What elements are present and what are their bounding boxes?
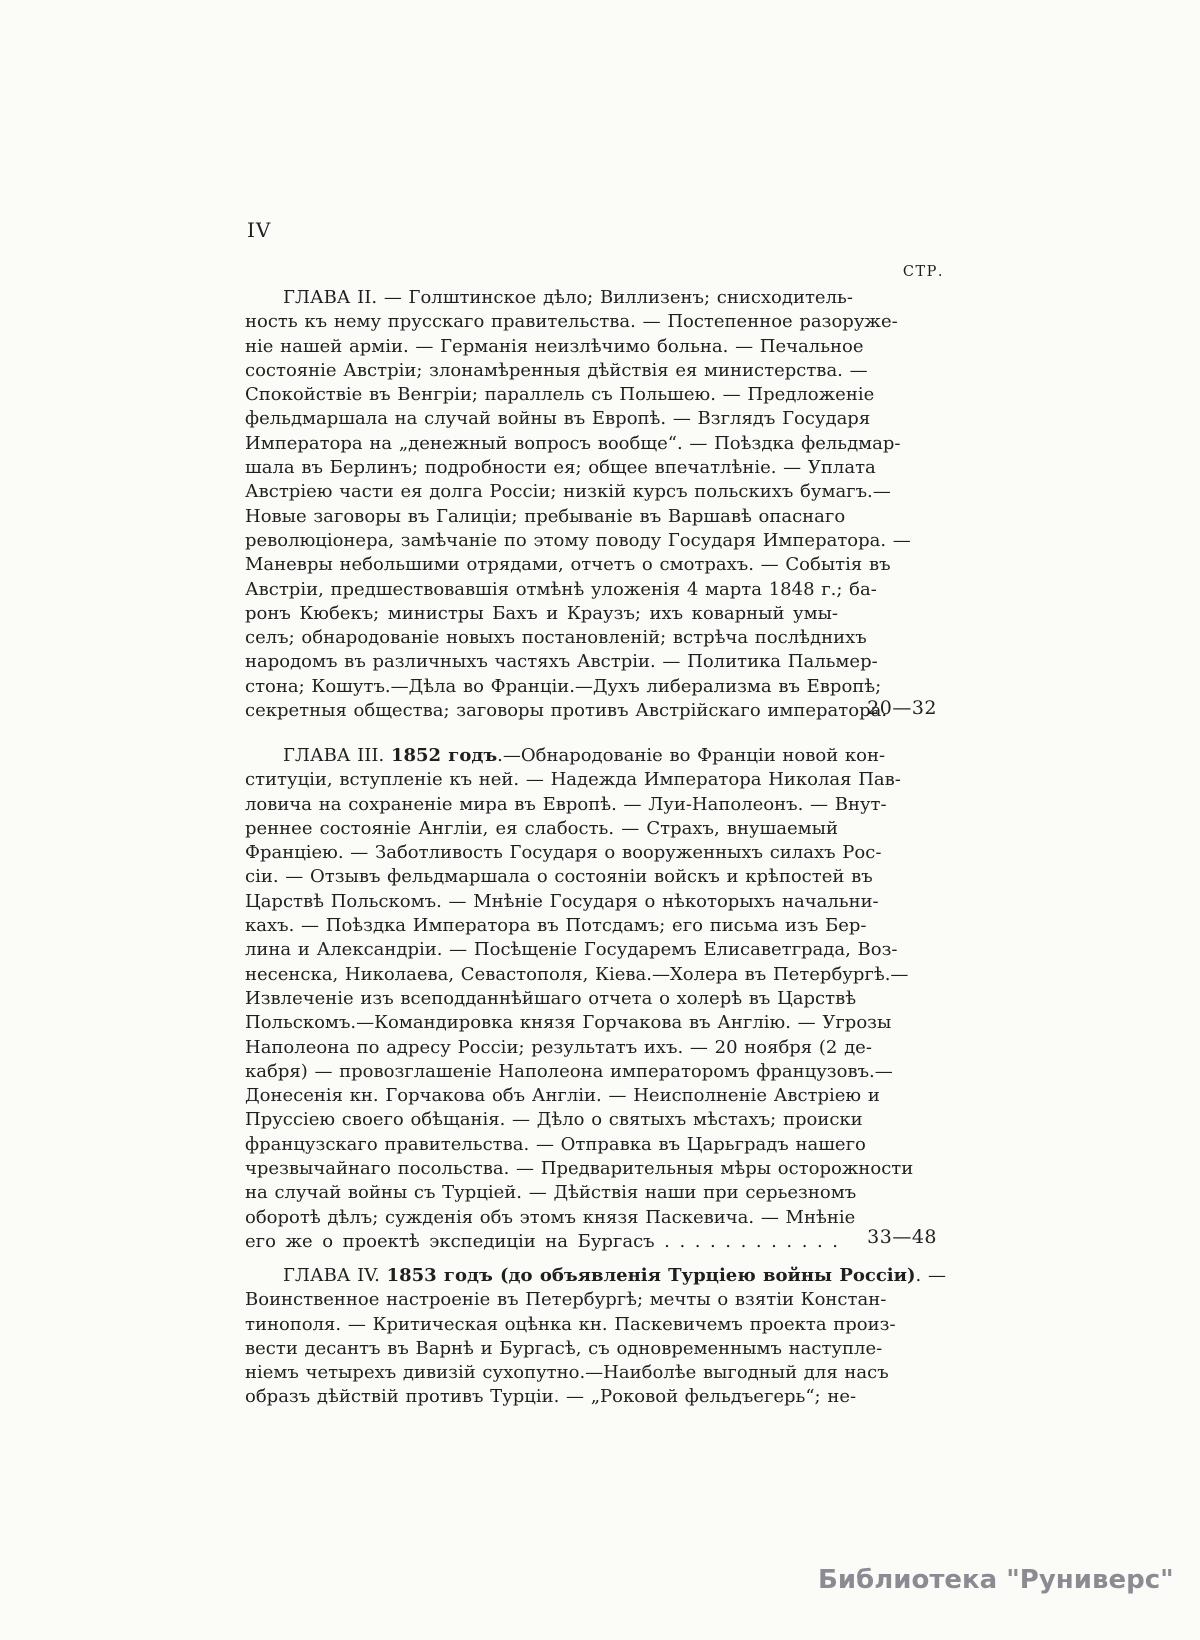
toc-line: фельдмаршала на случай войны въ Европѣ. — Взглядъ Государя xyxy=(245,408,871,430)
toc-line: кабря) — провозглашеніе Наполеона императоромъ французовъ.— xyxy=(245,1060,893,1082)
toc-line: тинополя. — Критическая оцѣнка кн. Паскевичемъ проекта произ- xyxy=(245,1313,896,1335)
toc-line: французскаго правительства. — Отправка въ Царьградъ нашего xyxy=(245,1133,866,1155)
toc-line: образъ дѣйствій противъ Турціи. — „Роковой фельдъегерь“; не- xyxy=(245,1386,857,1408)
toc-line: Австріи, предшествовавшія отмѣнѣ уложенія 4 марта 1848 г.; ба- xyxy=(245,578,877,600)
chapter-label: ГЛАВА III. xyxy=(283,745,391,766)
toc-line: на случай войны съ Турціей. — Дѣйствія наши при серьезномъ xyxy=(245,1182,857,1204)
toc-line: шала въ Берлинъ; подробности ея; общее впечатлѣніе. — Уплата xyxy=(245,457,876,479)
toc-line: лина и Александріи. — Посѣщеніе Государемъ Елисаветграда, Воз- xyxy=(245,939,898,961)
toc-line: чрезвычайнаго посольства. — Предварительныя мѣры осторожности xyxy=(245,1158,914,1180)
chapter-year-bold: 1852 годъ xyxy=(390,745,498,766)
toc-heading-line xyxy=(245,1264,946,1288)
chapter-heading-rest: . — xyxy=(915,1265,946,1286)
page-range-chapter-2: 20—32 xyxy=(867,697,937,719)
toc-line: несенска, Николаева, Севастополя, Кіева.—Холера въ Петербургѣ.— xyxy=(245,963,909,985)
page-column-header: СТР. xyxy=(902,264,944,280)
toc-line: ГЛАВА II. — Голштинское дѣло; Виллизенъ; снисходитель- xyxy=(283,287,853,308)
toc-line: Извлеченіе изъ всеподданнѣйшаго отчета о холерѣ въ Царствѣ xyxy=(245,987,857,1009)
toc-line: революціонера, замѣчаніе по этому поводу Государя Императора. — xyxy=(245,529,911,551)
toc-line: ституціи, вступленіе къ ней. — Надежда Императора Николая Пав- xyxy=(245,769,901,791)
toc-line: ніе нашей арміи. — Германія неизлѣчимо больна. — Печальное xyxy=(245,335,864,357)
toc-line: Маневры небольшими отрядами, отчетъ о смотрахъ. — Событія въ xyxy=(245,554,891,576)
toc-line: реннее состояніе Англіи, ея слабость. — Страхъ, внушаемый xyxy=(245,817,838,839)
toc-line: вести десантъ въ Варнѣ и Бургасѣ, съ одновременнымъ наступле- xyxy=(245,1337,883,1359)
toc-line: Пруссіею своего обѣщанія. — Дѣло о святыхъ мѣстахъ; происки xyxy=(245,1109,863,1131)
toc-line: секретныя общества; заговоры противъ Австрійскаго императора. xyxy=(245,700,888,722)
toc-line: селъ; обнародованіе новыхъ постановленій; встрѣча послѣднихъ xyxy=(245,627,867,649)
page-range-chapter-3: 33—48 xyxy=(867,1226,937,1248)
toc-line: оборотѣ дѣлъ; сужденія объ этомъ князя Паскевича. — Мнѣніе xyxy=(245,1206,856,1228)
toc-heading-line xyxy=(245,744,886,768)
chapter-year-bold: 1853 годъ (до объявленія Турціею войны Россіи) xyxy=(386,1265,916,1286)
toc-line: Новые заговоры въ Галиціи; пребываніе въ Варшавѣ опаснаго xyxy=(245,505,846,527)
toc-line: Царствѣ Польскомъ. — Мнѣніе Государя о нѣкоторыхъ начальни- xyxy=(245,890,879,912)
toc-line: народомъ въ различныхъ частяхъ Австріи. — Политика Пальмер- xyxy=(245,651,878,673)
toc-line: стона; Кошутъ.—Дѣла во Франціи.—Духъ либерализма въ Европѣ; xyxy=(245,675,882,697)
toc-line: ность къ нему прусскаго правительства. — Постепенное разоруже- xyxy=(245,311,898,333)
toc-line: сіи. — Отзывъ фельдмаршала о состояніи войскъ и крѣпостей въ xyxy=(245,866,873,888)
toc-line: Польскомъ.—Командировка князя Горчакова въ Англію. — Угрозы xyxy=(245,1012,892,1034)
toc-line: Спокойствіе въ Венгріи; параллель съ Польшею. — Предложеніе xyxy=(245,384,875,406)
toc-line-dotted-leader: его же о проектѣ экспедиціи на Бургасъ . . . . . . . . . . . . xyxy=(245,1230,838,1252)
toc-line: Австріею части ея долга Россіи; низкій курсъ польскихъ бумагъ.— xyxy=(245,481,891,503)
toc-entry-chapter-4 xyxy=(245,1264,946,1410)
toc-line: ронъ Кюбекъ; министры Бахъ и Краузъ; ихъ коварный умы- xyxy=(245,602,838,624)
chapter-heading-rest: .—Обнародованіе во Франціи новой кон- xyxy=(497,745,886,766)
toc-line: ніемъ четырехъ дивизій сухопутно.—Наиболѣе выгодный для насъ xyxy=(245,1362,889,1384)
chapter-label: ГЛАВА IV. xyxy=(283,1265,387,1286)
toc-line: кахъ. — Поѣздка Императора въ Потсдамъ; его письма изъ Бер- xyxy=(245,915,867,937)
toc-line: Императора на „денежный вопросъ вообще“. — Поѣздка фельдмар- xyxy=(245,432,901,454)
toc-line: Воинственное настроеніе въ Петербургѣ; мечты о взятіи Констан- xyxy=(245,1289,887,1311)
toc-line: Наполеона по адресу Россіи; результатъ ихъ. — 20 ноября (2 де- xyxy=(245,1036,872,1058)
toc-line: состояніе Австріи; злонамѣренныя дѣйствія ея министерства. — xyxy=(245,359,868,381)
page-folio: IV xyxy=(247,218,272,242)
library-watermark: Библиотека "Руниверс" xyxy=(818,1565,1174,1595)
toc-line: Донесенія кн. Горчакова объ Англіи. — Неисполненіе Австріею и xyxy=(245,1085,880,1107)
toc-line: ловича на сохраненіе мира въ Европѣ. — Луи-Наполеонъ. — Внут- xyxy=(245,793,887,815)
toc-line: Франціею. — Заботливость Государя о вооруженныхъ силахъ Рос- xyxy=(245,842,882,864)
